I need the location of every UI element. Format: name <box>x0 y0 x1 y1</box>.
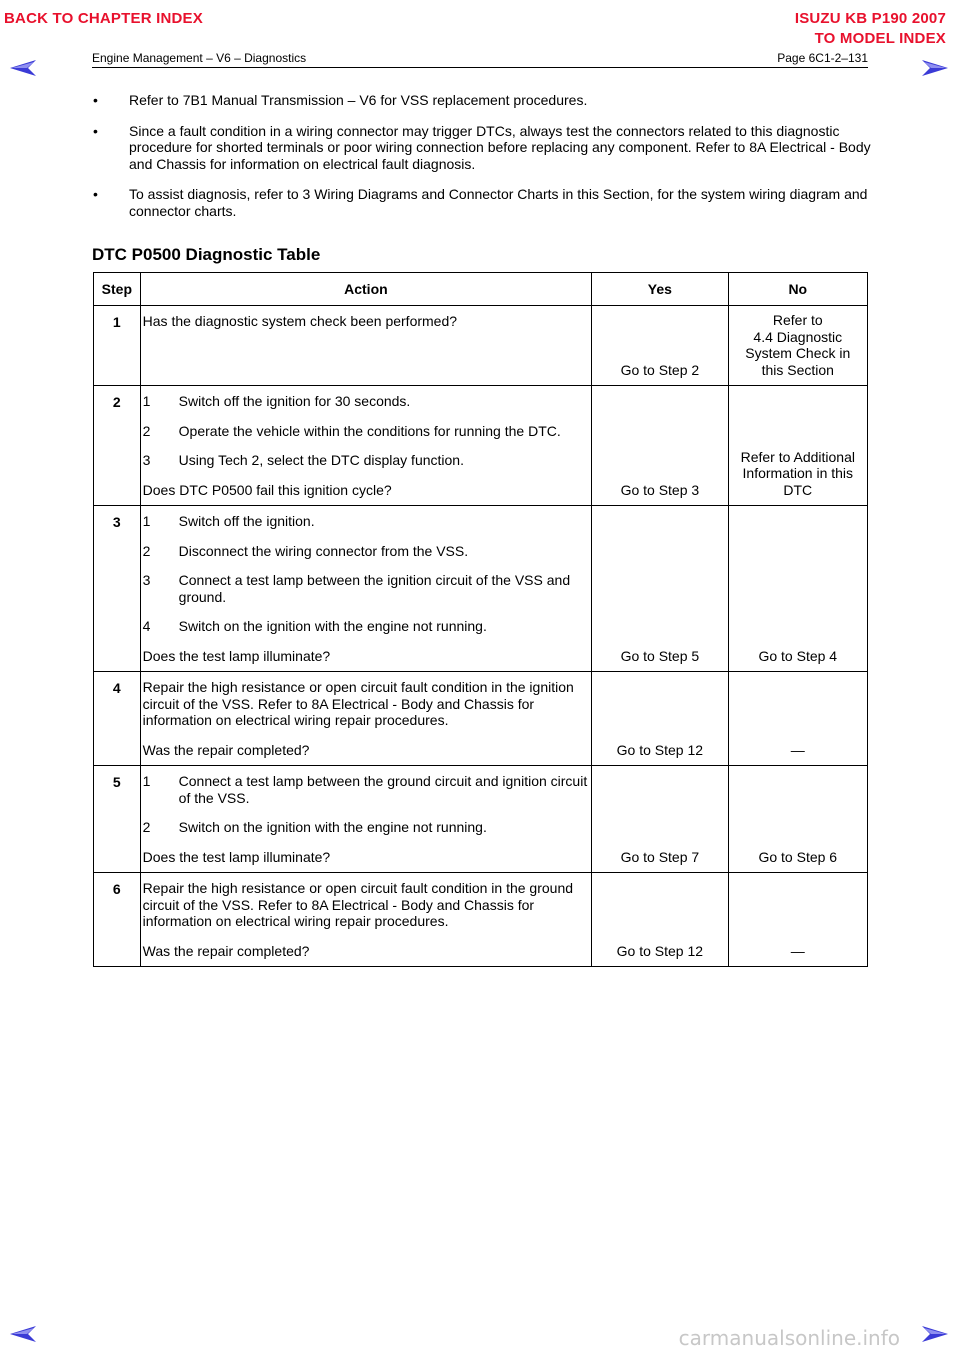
no-cell: Go to Step 6 <box>728 766 867 873</box>
action-cell: 1 Switch off the ignition. 2 Disconnect the wiring connector from the VSS. 3 Connect a test lamp between the ignition circuit of the VSS and ground. 4 Switch on the ignition with the engine not running. Does the test lamp illuminate? <box>140 506 592 672</box>
yes-cell: Go to Step 12 <box>592 873 728 967</box>
question: Does DTC P0500 fail this ignition cycle? <box>142 481 392 498</box>
question: Does the test lamp illuminate? <box>142 848 331 865</box>
notes-list <box>92 92 872 233</box>
action-cell: 1 Connect a test lamp between the ground circuit and ignition circuit of the VSS. 2 Switch on the ignition with the engine not running. Does the test lamp illuminate? <box>140 766 592 873</box>
yes-cell: Go to Step 7 <box>592 766 728 873</box>
model-title-link[interactable]: ISUZU KB P190 2007 <box>794 10 946 27</box>
step-number: 5 <box>94 766 141 873</box>
table-header-row <box>94 273 868 306</box>
table-row <box>94 766 868 873</box>
step-number: 1 <box>94 306 141 386</box>
col-yes: Yes <box>592 273 728 306</box>
action-cell: Repair the high resistance or open circuit fault condition in the ground circuit of the VSS. Refer to 8A Electrical - Body and Chassis for information on electrical wiring repair procedures. Was the repair completed? <box>140 873 592 967</box>
no-cell: Refer to Additional Information in this DTC <box>728 386 867 506</box>
bullet-icon: • <box>93 186 98 202</box>
watermark: carmanualsonline.info <box>678 1326 900 1350</box>
action-cell: 1 Switch off the ignition for 30 seconds. 2 Operate the vehicle within the conditions for running the DTC. 3 Using Tech 2, select the DTC display function. Does DTC P0500 fail this ignition cycle? <box>140 386 592 506</box>
list-item: • Since a fault condition in a wiring connector may trigger DTCs, always test the connectors related to this diagnostic procedure for shorted terminals or poor wiring connection before replacing any component. Refer to 8A Electrical - Body and Chassis for information on electrical fault diagnosis. <box>93 122 871 172</box>
table-row <box>94 386 868 506</box>
yes-cell: Go to Step 2 <box>592 306 728 386</box>
question: Does the test lamp illuminate? <box>142 647 331 664</box>
question: Has the diagnostic system check been performed? <box>142 313 458 329</box>
bullet-icon: • <box>93 92 98 108</box>
table-row <box>94 873 868 967</box>
list-item: • Refer to 7B1 Manual Transmission – V6 for VSS replacement procedures. <box>93 92 588 108</box>
previous-page-bottom-arrow-icon[interactable] <box>10 1326 36 1342</box>
question: Was the repair completed? <box>142 741 310 758</box>
action-cell: Repair the high resistance or open circuit fault condition in the ignition circuit of the VSS. Refer to 8A Electrical - Body and Chassis for information on electrical wiring repair procedures. Was the repair completed? <box>140 672 592 766</box>
step-number: 3 <box>94 506 141 672</box>
no-cell: Refer to 4.4 Diagnostic System Check in this Section <box>728 306 867 386</box>
next-page-bottom-arrow-icon[interactable] <box>922 1326 948 1342</box>
question: Was the repair completed? <box>142 942 310 959</box>
header-title: Engine Management – V6 – Diagnostics <box>92 51 307 65</box>
step-number: 6 <box>94 873 141 967</box>
yes-cell: Go to Step 12 <box>592 672 728 766</box>
table-row <box>94 306 868 386</box>
no-cell: — <box>728 873 867 967</box>
yes-cell: Go to Step 5 <box>592 506 728 672</box>
col-no: No <box>728 273 867 306</box>
bullet-icon: • <box>93 122 98 139</box>
table-row <box>94 672 868 766</box>
page-number: Page 6C1-2–131 <box>777 51 868 65</box>
section-title: DTC P0500 Diagnostic Table <box>92 245 321 264</box>
yes-cell: Go to Step 3 <box>592 386 728 506</box>
diagnostic-table <box>93 272 868 967</box>
action-cell <box>140 306 592 386</box>
step-number: 4 <box>94 672 141 766</box>
step-number: 2 <box>94 386 141 506</box>
back-to-chapter-index-link[interactable]: BACK TO CHAPTER INDEX <box>4 10 203 27</box>
col-action: Action <box>140 273 592 306</box>
list-item: • To assist diagnosis, refer to 3 Wiring Diagrams and Connector Charts in this Section, for the system wiring diagram and connector charts. <box>93 186 868 219</box>
no-cell: Go to Step 4 <box>728 506 867 672</box>
table-row <box>94 506 868 672</box>
to-model-index-link[interactable]: TO MODEL INDEX <box>814 30 946 47</box>
no-cell: — <box>728 672 867 766</box>
next-page-arrow-icon[interactable] <box>922 60 948 76</box>
previous-page-arrow-icon[interactable] <box>10 60 36 76</box>
page-header <box>92 51 868 68</box>
col-step: Step <box>94 273 141 306</box>
